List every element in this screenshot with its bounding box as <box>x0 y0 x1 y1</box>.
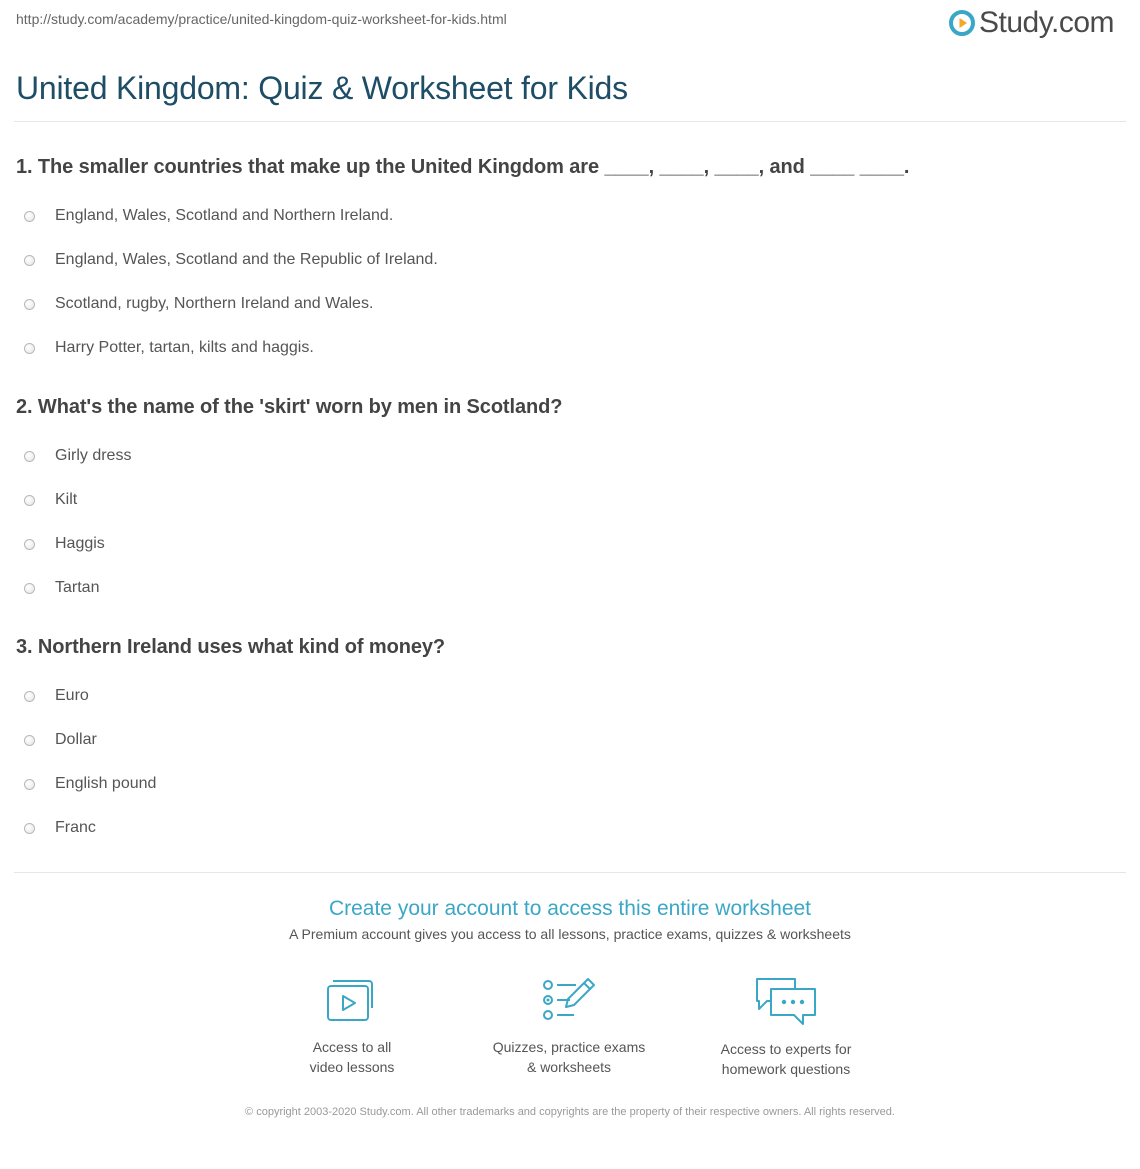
divider <box>14 121 1126 122</box>
question-1 <box>16 152 1124 370</box>
answer-option[interactable] <box>16 566 1124 610</box>
answer-option[interactable] <box>16 326 1124 370</box>
feature-experts <box>686 975 886 1079</box>
radio-button[interactable] <box>24 735 35 746</box>
answer-label: Tartan <box>55 579 100 596</box>
page-url[interactable]: http://study.com/academy/practice/united-kingdom-quiz-worksheet-for-kids.html <box>16 11 507 27</box>
study-logo[interactable] <box>949 6 1114 40</box>
feature-quizzes <box>469 975 669 1077</box>
answer-option[interactable] <box>16 282 1124 326</box>
answer-label: Harry Potter, tartan, kilts and haggis. <box>55 339 314 356</box>
answer-label: Haggis <box>55 535 105 552</box>
radio-button[interactable] <box>24 299 35 310</box>
answer-label: Kilt <box>55 491 78 508</box>
top-bar <box>0 0 1140 52</box>
radio-button[interactable] <box>24 539 35 550</box>
logo-text: Study.com <box>979 6 1114 39</box>
answer-label: English pound <box>55 775 157 792</box>
radio-button[interactable] <box>24 211 35 222</box>
cta-title-link[interactable]: Create your account to access this entire worksheet <box>328 897 812 920</box>
radio-button[interactable] <box>24 823 35 834</box>
answer-options <box>16 434 1124 610</box>
answer-option[interactable] <box>16 674 1124 718</box>
question-title: 3. Northern Ireland uses what kind of money? <box>16 636 446 658</box>
radio-button[interactable] <box>24 779 35 790</box>
answer-option[interactable] <box>16 806 1124 850</box>
radio-button[interactable] <box>24 343 35 354</box>
copyright-footer: © copyright 2003-2020 Study.com. All other trademarks and copyrights are the property of their respective owners. All rights reserved. <box>245 1106 895 1118</box>
question-title: 2. What's the name of the 'skirt' worn by men in Scotland? <box>16 396 563 418</box>
radio-button[interactable] <box>24 583 35 594</box>
radio-button[interactable] <box>24 495 35 506</box>
feature-video-lessons <box>252 975 452 1077</box>
answer-option[interactable] <box>16 718 1124 762</box>
radio-button[interactable] <box>24 255 35 266</box>
answer-option[interactable] <box>16 434 1124 478</box>
feature-label-line: Quizzes, practice exams <box>492 1039 646 1055</box>
divider <box>14 872 1126 873</box>
question-title: 1. The smaller countries that make up the United Kingdom are ____, ____, ____, and ____ ____. <box>16 156 910 178</box>
answer-label: Dollar <box>55 731 97 748</box>
feature-label-line: & worksheets <box>526 1059 612 1075</box>
answer-options <box>16 674 1124 850</box>
cta-subtitle: A Premium account gives you access to all lessons, practice exams, quizzes & worksheets <box>289 926 851 942</box>
answer-label: Franc <box>55 819 96 836</box>
quiz-checklist-icon <box>540 975 598 1025</box>
answer-option[interactable] <box>16 194 1124 238</box>
feature-label-line: Access to experts for <box>720 1041 852 1057</box>
radio-button[interactable] <box>24 451 35 462</box>
signup-cta <box>0 894 1140 942</box>
answer-options <box>16 194 1124 370</box>
chat-bubbles-icon <box>753 975 819 1027</box>
answer-option[interactable] <box>16 522 1124 566</box>
answer-label: Scotland, rugby, Northern Ireland and Wales. <box>55 295 374 312</box>
answer-label: England, Wales, Scotland and Northern Ireland. <box>55 207 394 224</box>
question-2 <box>16 392 1124 610</box>
answer-option[interactable] <box>16 762 1124 806</box>
premium-features <box>0 975 1140 1085</box>
video-lessons-icon <box>325 975 379 1025</box>
feature-label-line: video lessons <box>309 1059 395 1075</box>
answer-option[interactable] <box>16 238 1124 282</box>
play-logo-icon <box>949 10 975 36</box>
answer-label: Girly dress <box>55 447 132 464</box>
answer-option[interactable] <box>16 478 1124 522</box>
feature-label-line: Access to all <box>312 1039 392 1055</box>
page-title: United Kingdom: Quiz & Worksheet for Kids <box>16 70 628 106</box>
answer-label: England, Wales, Scotland and the Republic of Ireland. <box>55 251 438 268</box>
answer-label: Euro <box>55 687 89 704</box>
radio-button[interactable] <box>24 691 35 702</box>
feature-label-line: homework questions <box>721 1061 851 1077</box>
question-3 <box>16 632 1124 850</box>
